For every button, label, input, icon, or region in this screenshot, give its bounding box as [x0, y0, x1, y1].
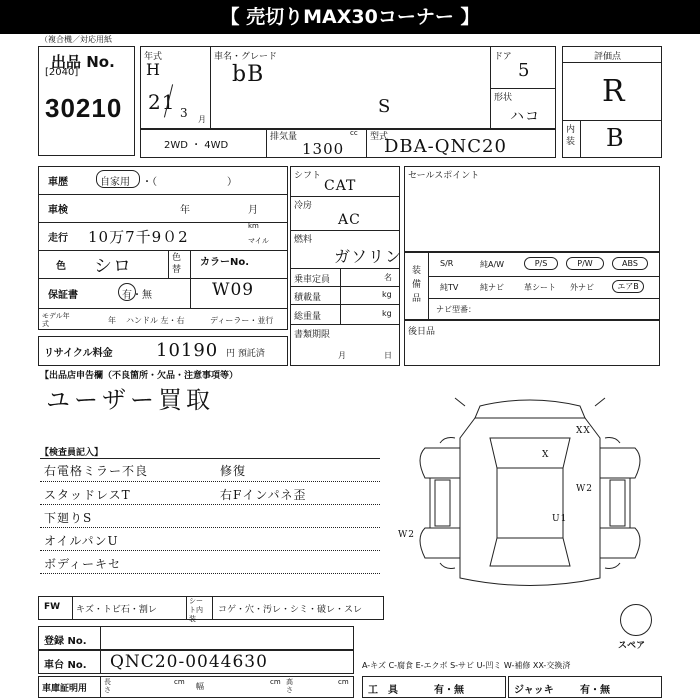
store-notes-value: ユーザー買取 — [46, 386, 214, 414]
interior-value: B — [606, 124, 625, 152]
score-value: R — [602, 74, 626, 109]
capacity-label: 乗車定員 — [294, 275, 331, 285]
recycle-unit: 円 預託済 — [226, 349, 265, 359]
fuel-value: ガソリン — [334, 247, 403, 266]
inspection-year: 年 — [180, 205, 190, 216]
equip-leather: 革シート — [524, 283, 556, 292]
recycle-value: 10190 — [156, 340, 219, 361]
load-unit: kg — [382, 290, 392, 299]
history-label: 車歴 — [48, 177, 68, 188]
fw-label: FW — [44, 602, 61, 612]
model-year-label: モデル年式 — [42, 312, 70, 328]
doc-period-day: 日 — [384, 351, 392, 360]
car-damage-diagram — [395, 388, 665, 603]
drive-label: 2WD ・ 4WD — [164, 140, 229, 151]
doors-value: 5 — [518, 60, 531, 81]
type-label: 型式 — [370, 132, 389, 142]
lot-box — [38, 46, 135, 156]
cert-height: 高さ — [286, 678, 293, 694]
tools-value: 有・無 — [434, 685, 464, 696]
fw-items: キズ・トビ石・割レ — [76, 605, 157, 615]
weight-unit: kg — [382, 309, 392, 318]
displacement-label: 排気量 — [270, 132, 298, 142]
equip-ps: P/S — [524, 257, 558, 270]
doors-label: ドア — [494, 52, 512, 62]
capacity-unit: 名 — [384, 273, 392, 282]
year-month: 3 — [180, 106, 189, 120]
cert-height-unit: cm — [338, 678, 349, 686]
shift-value: CAT — [324, 178, 357, 194]
history-rest: ・（ ） — [142, 177, 237, 188]
shift-label: シフト — [294, 171, 322, 181]
cert-width-unit: cm — [270, 678, 281, 686]
banner-title: 【 売切りMAX30コーナー 】 — [0, 0, 700, 34]
doc-period-month: 月 — [338, 351, 346, 360]
inspector-note-2: スタッドレスT — [44, 488, 131, 502]
inspector-note-4: オイルパンU — [44, 534, 119, 548]
model-grade: S — [378, 96, 392, 117]
chassis-value: QNC20-0044630 — [110, 652, 268, 672]
cert-width: 幅 — [196, 682, 204, 691]
registration-label: 登録 No. — [44, 636, 87, 647]
sales-point-label: セールスポイント — [408, 171, 480, 181]
inspector-label: 【検査員記入】 — [40, 448, 104, 458]
shape-value: ハコ — [510, 109, 540, 125]
displacement-value: 1300 — [302, 140, 345, 158]
mark-w2-right: W2 — [576, 484, 593, 494]
inspector-note-3: 下廻りS — [44, 511, 93, 525]
tools-label: 工 具 — [368, 685, 398, 696]
year-value: 21 — [148, 90, 176, 114]
later-items-box — [404, 320, 660, 366]
store-notes-label: 【出品店申告欄（不良箇所・欠品・注意事項等） — [40, 371, 239, 381]
ac-label: 冷房 — [294, 201, 313, 211]
doc-period-label: 書類期限 — [294, 330, 331, 340]
mark-w2-left: W2 — [398, 530, 415, 540]
lot-code: [2040] — [45, 67, 79, 78]
equip-navi: 純ナビ — [480, 283, 504, 292]
equip-aw: 純A/W — [480, 260, 505, 269]
lot-number: 30210 — [45, 93, 123, 123]
interior-label: 内装 — [566, 125, 576, 147]
equip-ext-navi: 外ナビ — [570, 283, 594, 292]
inspector-note-5: ボディーキセ — [44, 557, 122, 571]
mark-x: X — [542, 450, 550, 460]
nav-model-label: ナビ型番： — [436, 305, 476, 314]
year-month-unit: 月 — [198, 115, 206, 124]
color-code-label: カラーNo. — [200, 257, 250, 268]
type-value: DBA-QNC20 — [384, 136, 507, 157]
mileage-value: 10万7千9０2 — [88, 228, 189, 246]
inspector-note-1: 右電格ミラー不良 — [44, 464, 149, 478]
load-label: 積載量 — [294, 293, 322, 303]
color-label: 色 — [56, 261, 66, 272]
inspection-label: 車検 — [48, 205, 68, 216]
mark-xx: XX — [576, 426, 591, 436]
score-label: 評価点 — [594, 52, 622, 62]
warranty-label: 保証書 — [48, 290, 78, 301]
spare-tire-circle — [620, 604, 652, 636]
model-name: bB — [232, 62, 265, 87]
equip-sr: S/R — [440, 259, 454, 268]
mileage-unit-km: km — [248, 222, 259, 230]
warranty-value: 有・無 — [122, 290, 152, 301]
details-box — [38, 166, 288, 330]
lot-label: 出品 No. — [51, 53, 115, 71]
weight-label: 総重量 — [294, 312, 322, 322]
ac-value: AC — [338, 212, 361, 228]
equip-tv: 純TV — [440, 283, 459, 292]
year-era: H — [146, 60, 161, 79]
jack-label: ジャッキ — [514, 685, 554, 696]
damage-legend: A-キズ C-腐食 E-エクボ S-サビ U-凹ミ W-補修 XX-交換済 — [362, 661, 571, 670]
header-note: （複合機／対応用紙 — [40, 35, 112, 44]
cert-length-unit: cm — [174, 678, 185, 686]
shape-label: 形状 — [494, 93, 513, 103]
seat-items: コゲ・穴・汚レ・シミ・破レ・スレ — [218, 605, 363, 615]
jack-value: 有・無 — [580, 685, 610, 696]
dealer-label: ディーラー・並行 — [210, 316, 274, 325]
handle-label: ハンドル 左・右 — [126, 316, 185, 325]
inspection-month: 月 — [248, 205, 258, 216]
mileage-label: 走行 — [48, 233, 68, 244]
color-change-label: 色替 — [172, 253, 182, 275]
spare-label: スペア — [618, 641, 646, 651]
mark-u1: U1 — [552, 514, 568, 524]
color-value: シロ — [94, 256, 132, 277]
equipment-label: 装備品 — [412, 266, 422, 304]
seat-label: シート内装 — [189, 597, 203, 623]
inspector-note-6: 修復 — [220, 464, 247, 478]
inspector-note-7: 右Fインパネ歪 — [220, 488, 307, 502]
history-value: 自家用 — [100, 177, 130, 188]
displacement-cc: cc — [350, 129, 358, 137]
later-items-label: 後日品 — [408, 327, 436, 337]
recycle-label: リサイクル料金 — [44, 348, 113, 359]
cert-length: 長さ — [104, 678, 111, 694]
model-label: 車名・グレード — [214, 52, 278, 62]
chassis-label: 車台 No. — [44, 660, 87, 671]
equip-abs: ABS — [612, 257, 648, 270]
equip-pw: P/W — [566, 257, 604, 270]
certificate-label: 車庫証明用 — [42, 684, 88, 694]
year-label: 年式 — [144, 52, 163, 62]
fuel-label: 燃料 — [294, 235, 313, 245]
mileage-unit-mile: マイル — [248, 237, 269, 245]
color-code-value: W09 — [212, 280, 255, 300]
model-year-unit: 年 — [108, 316, 116, 325]
equip-airbag: エアB — [612, 280, 644, 293]
